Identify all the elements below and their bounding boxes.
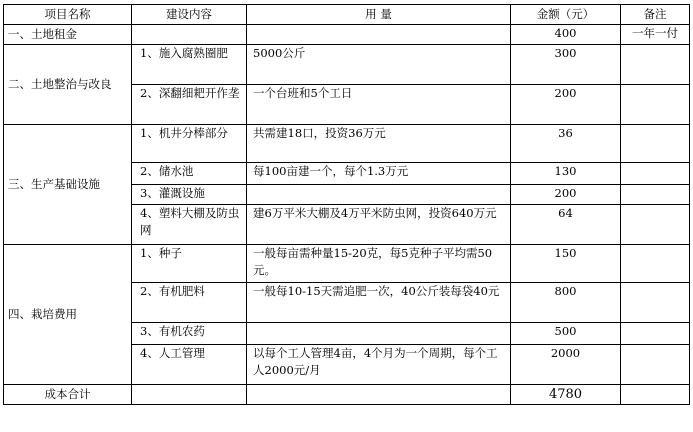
item-content: 3、灌溉设施	[132, 185, 247, 205]
item-remark	[621, 345, 690, 385]
item-remark	[621, 185, 690, 205]
total-amount: 4780	[511, 385, 621, 405]
item-content: 3、有机农药	[132, 323, 247, 345]
item-amount: 800	[511, 283, 621, 323]
total-row	[4, 385, 690, 405]
section-name: 四、栽培费用	[4, 245, 132, 385]
header-content: 建设内容	[132, 5, 247, 25]
item-amount: 36	[511, 125, 621, 163]
item-content: 4、塑料大棚及防虫网	[132, 205, 247, 245]
item-remark: 一年一付	[621, 25, 690, 45]
item-usage	[247, 185, 511, 205]
item-content: 2、储水池	[132, 163, 247, 185]
item-content: 1、机井分棒部分	[132, 125, 247, 163]
item-remark	[621, 163, 690, 185]
total-empty-content	[132, 385, 247, 405]
item-remark	[621, 85, 690, 125]
item-usage: 每100亩建一个，每个1.3万元	[247, 163, 511, 185]
header-amount: 金额（元）	[511, 5, 621, 25]
header-remark: 备注	[621, 5, 690, 25]
total-empty-usage	[247, 385, 511, 405]
item-content: 1、种子	[132, 245, 247, 283]
item-usage: 一个台班和5个工日	[247, 85, 511, 125]
item-usage: 一般每10-15天需追肥一次，40公斤装每袋40元	[247, 283, 511, 323]
table-row	[4, 45, 690, 85]
item-content: 4、人工管理	[132, 345, 247, 385]
item-usage: 共需建18口，投资36万元	[247, 125, 511, 163]
total-label: 成本合计	[4, 385, 132, 405]
item-content: 2、有机肥料	[132, 283, 247, 323]
item-amount: 400	[511, 25, 621, 45]
item-amount: 500	[511, 323, 621, 345]
table-row	[4, 125, 690, 163]
section-name: 三、生产基础设施	[4, 125, 132, 245]
header-usage: 用 量	[247, 5, 511, 25]
item-amount: 64	[511, 205, 621, 245]
item-remark	[621, 245, 690, 283]
table-row	[4, 25, 690, 45]
item-content	[132, 25, 247, 45]
item-content: 2、深翻细耙开作垄	[132, 85, 247, 125]
item-amount: 200	[511, 185, 621, 205]
item-amount: 200	[511, 85, 621, 125]
header-row	[4, 5, 690, 25]
item-remark	[621, 125, 690, 163]
item-usage: 以每个工人管理4亩，4个月为一个周期，每个工人2000元/月	[247, 345, 511, 385]
item-remark	[621, 45, 690, 85]
item-usage: 一般每亩需种量15-20克，每5克种子平均需50元。	[247, 245, 511, 283]
item-amount: 150	[511, 245, 621, 283]
item-amount: 300	[511, 45, 621, 85]
section-name: 一、土地租金	[4, 25, 132, 45]
item-remark	[621, 283, 690, 323]
item-amount: 2000	[511, 345, 621, 385]
table-row	[4, 245, 690, 283]
item-remark	[621, 323, 690, 345]
item-remark	[621, 205, 690, 245]
section-name: 二、土地整治与改良	[4, 45, 132, 125]
item-content: 1、施入腐熟圈肥	[132, 45, 247, 85]
item-usage: 建6万平米大棚及4万平米防虫网，投资640万元	[247, 205, 511, 245]
item-usage: 5000公斤	[247, 45, 511, 85]
header-name: 项目名称	[4, 5, 132, 25]
total-empty-remark	[621, 385, 690, 405]
item-usage	[247, 25, 511, 45]
item-usage	[247, 323, 511, 345]
item-amount: 130	[511, 163, 621, 185]
budget-table	[3, 4, 690, 405]
